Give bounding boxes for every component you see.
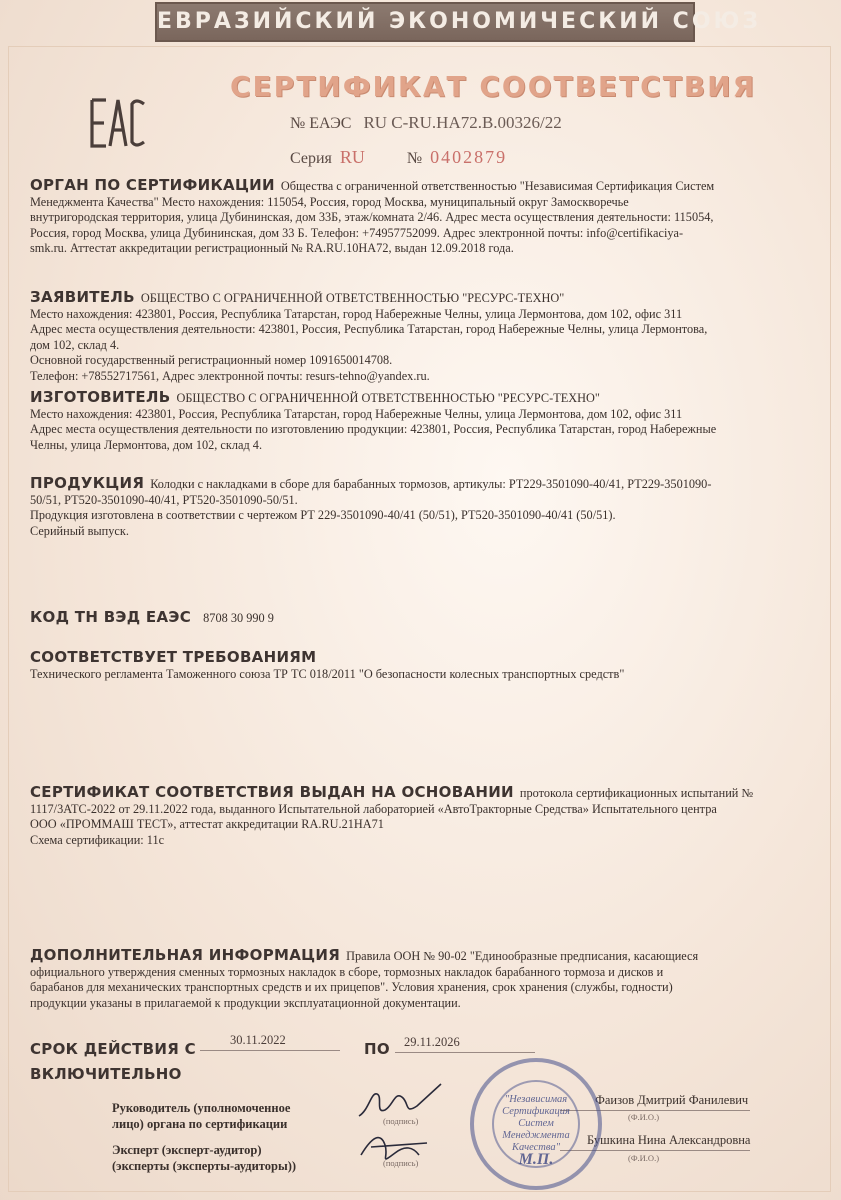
requirements-heading: СООТВЕТСТВУЕТ ТРЕБОВАНИЯМ: [30, 648, 317, 666]
union-banner: ЕВРАЗИЙСКИЙ ЭКОНОМИЧЕСКИЙ СОЮЗ: [155, 2, 695, 42]
stamp-text: "Независимая Сертификация Систем Менеджмента Качества": [502, 1094, 570, 1153]
expert-label-line: Эксперт (эксперт-аудитор): [112, 1143, 262, 1157]
expert-signatory-label: [112, 1142, 296, 1174]
additional-heading: ДОПОЛНИТЕЛЬНАЯ ИНФОРМАЦИЯ: [30, 946, 341, 964]
serial-label: №: [406, 150, 423, 167]
manufacturer-line: Адрес места осуществления деятельности по изготовлению продукции: 423801, Россия, Республика Татарстан, город Набережные: [30, 422, 717, 437]
basis-line: протокола сертификационных испытаний №: [519, 786, 754, 800]
organ-line: smk.ru. Аттестат аккредитации регистрационный № RA.RU.10HA72, выдан 12.09.2018 года.: [30, 241, 514, 256]
from-underline: [200, 1050, 340, 1051]
section-tn-ved: [30, 610, 790, 627]
applicant-line: Место нахождения: 423801, Россия, Республика Татарстан, город Набережные Челны, улица Лермонтова, дом 102, офис 311: [30, 306, 683, 321]
stamp-center: [492, 1080, 580, 1168]
number-value: RU С-RU.НА72.В.00326/22: [363, 113, 562, 132]
expert-name: Бушкина Нина Александровна: [587, 1133, 751, 1147]
section-organ: [30, 178, 790, 257]
validity-from: 30.11.2022: [230, 1033, 286, 1047]
applicant-line: Основной государственный регистрационный номер 1091650014708.: [30, 353, 393, 368]
organ-line: Россия, город Москва, улица Дубининская, дом 33 Б. Телефон: +74957752099. Адрес электронной почты: info@certifikaciya-: [30, 225, 684, 240]
additional-line: продукции указаны в прилагаемой к продукции эксплуатационной документации.: [30, 995, 461, 1010]
basis-line: Схема сертификации: 11с: [30, 832, 165, 847]
applicant-line: дом 102, склад 4.: [30, 337, 120, 352]
organ-line: Менеджмента Качества" Место нахождения: 115054, Россия, город Москва, муниципальный округ Замоскворечье: [30, 194, 629, 209]
number-label: № ЕАЭС: [290, 115, 352, 132]
head-name: Фаизов Дмитрий Фанилевич: [595, 1093, 749, 1107]
basis-line: ООО «ПРОММАШ ТЕСТ», аттестат аккредитации RA.RU.21HA71: [30, 817, 384, 832]
eac-logo-icon: [88, 96, 148, 150]
organ-stamp: [470, 1058, 602, 1190]
tn-ved-value: 8708 30 990 9: [203, 611, 274, 625]
product-line: Серийный выпуск.: [30, 523, 129, 538]
expert-label-line: (эксперты (эксперты-аудиторы)): [112, 1159, 297, 1173]
applicant-line: Адрес места осуществления деятельности: 423801, Россия, Республика Татарстан, город Набережные Челны, улица Лермонтова,: [30, 322, 708, 337]
applicant-heading: ЗАЯВИТЕЛЬ: [30, 288, 135, 306]
stamp-mark: М.П.: [518, 1151, 554, 1168]
section-requirements: [30, 650, 790, 682]
validity-to-label-wrap: [364, 1042, 404, 1059]
section-applicant: [30, 290, 790, 385]
tn-ved-heading: КОД ТН ВЭД ЕАЭС: [30, 608, 191, 626]
section-basis: [30, 785, 790, 848]
certificate-title: СЕРТИФИКАТ СООТВЕТСТВИЯ: [230, 70, 757, 103]
requirements-line: Технического регламента Таможенного союза ТР ТС 018/2011 "О безопасности колесных транспортных средств": [30, 666, 625, 681]
head-label-line: лицо) органа по сертификации: [112, 1117, 288, 1131]
serial-value: 0402879: [430, 147, 508, 167]
validity-heading: [30, 1042, 230, 1083]
section-product: [30, 476, 790, 539]
series-value: RU: [339, 147, 365, 167]
organ-heading: ОРГАН ПО СЕРТИФИКАЦИИ: [30, 176, 275, 194]
additional-line: Правила ООН № 90-02 "Единообразные предписания, касающиеся: [346, 949, 699, 963]
basis-line: 1117/3АТС-2022 от 29.11.2022 года, выданного Испытательной лабораторией «АвтоТракторные Средства» Испытательного центра: [30, 801, 717, 816]
additional-line: барабанов для механических транспортных средств и их прицепов". Условия хранения, срок хранения (службы, годности): [30, 980, 673, 995]
product-line: Колодки с накладками в сборе для барабанных тормозов, артикулы: РТ229-3501090-40/41, РТ229-3501090-: [150, 477, 712, 491]
applicant-line: Телефон: +78552717561, Адрес электронной почты: resurs-tehno@yandex.ru.: [30, 368, 430, 383]
applicant-line: ОБЩЕСТВО С ОГРАНИЧЕННОЙ ОТВЕТСТВЕННОСТЬЮ "РЕСУРС-ТЕХНО": [140, 291, 565, 305]
expert-fio-caption: (Ф.И.О.): [628, 1153, 660, 1163]
manufacturer-heading: ИЗГОТОВИТЕЛЬ: [30, 388, 171, 406]
validity-to-label: ПО: [364, 1040, 390, 1058]
manufacturer-line: ОБЩЕСТВО С ОГРАНИЧЕННОЙ ОТВЕТСТВЕННОСТЬЮ "РЕСУРС-ТЕХНО": [176, 391, 600, 405]
section-additional: [30, 948, 790, 1011]
expert-signature-caption: (подпись): [383, 1158, 419, 1168]
head-fio-caption: (Ф.И.О.): [628, 1112, 660, 1122]
product-line: Продукция изготовлена в соответствии с чертежом РТ 229-3501090-40/41 (50/51), РТ520-3501090-40/41 (50/51).: [30, 508, 616, 523]
product-line: 50/51, РТ520-3501090-40/41, РТ520-3501090-50/51.: [30, 492, 298, 507]
certificate-number: [290, 113, 562, 133]
manufacturer-line: Место нахождения: 423801, Россия, Республика Татарстан, город Набережные Челны, улица Лермонтова, дом 102, офис 311: [30, 406, 683, 421]
basis-heading: СЕРТИФИКАТ СООТВЕТСТВИЯ ВЫДАН НА ОСНОВАНИИ: [30, 783, 514, 801]
series-label: Серия: [290, 150, 332, 167]
additional-line: официального утверждения сменных тормозных накладок в сборе, тормозных накладок барабанного тормоза и дисков и: [30, 964, 664, 979]
organ-line: Общества с ограниченной ответственностью "Независимая Сертификация Систем: [280, 179, 715, 193]
head-label-line: Руководитель (уполномоченное: [112, 1101, 291, 1115]
validity-heading-1: СРОК ДЕЙСТВИЯ С: [30, 1040, 196, 1058]
certificate-series: [290, 147, 507, 168]
head-signatory-label: [112, 1100, 290, 1132]
manufacturer-line: Челны, улица Лермонтова, дом 102, склад 4.: [30, 437, 263, 452]
section-manufacturer: [30, 390, 790, 453]
organ-line: внутригородская территория, улица Дубининская, дом 33Б, этаж/комната 2/46. Адрес места осуществления деятельности: 115054,: [30, 210, 714, 225]
product-heading: ПРОДУКЦИЯ: [30, 474, 145, 492]
validity-to: 29.11.2026: [404, 1035, 460, 1049]
head-signature-caption: (подпись): [383, 1116, 419, 1126]
to-underline: [395, 1052, 535, 1053]
validity-heading-2: ВКЛЮЧИТЕЛЬНО: [30, 1064, 182, 1083]
